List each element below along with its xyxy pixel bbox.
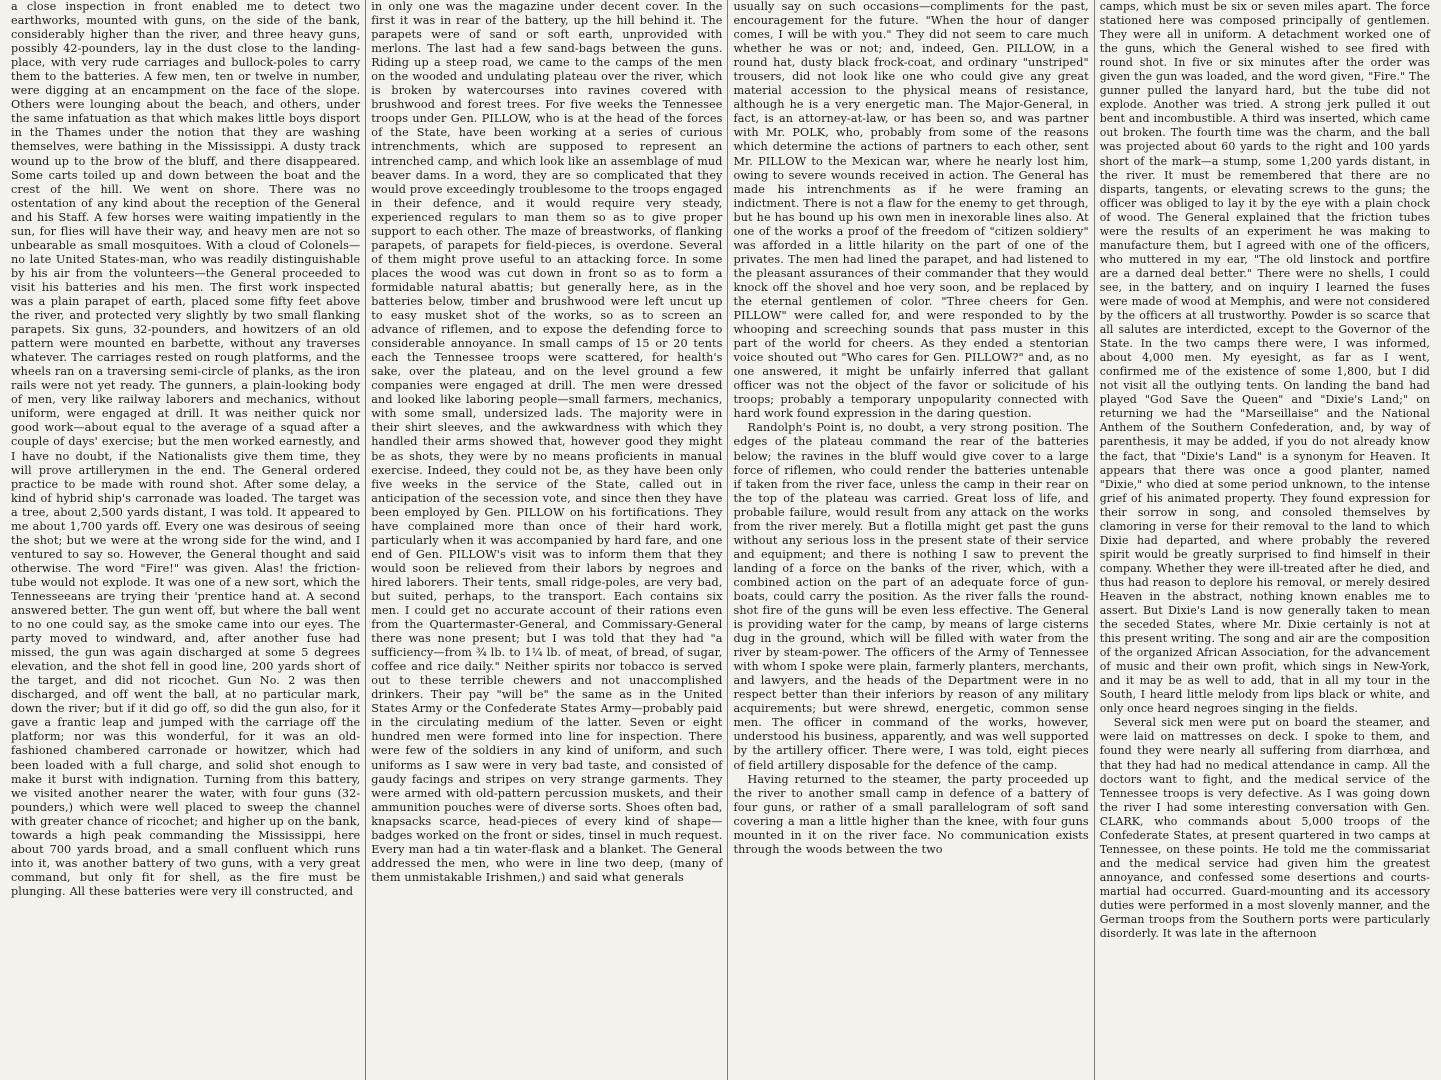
- text-column-4: [1095, 0, 1435, 1080]
- column-1-paragraph-1: a close inspection in front enabled me to detect two earthworks, mounted with guns, on the side of the bank, considerably higher than the river, and three heavy guns, possibly 42-pounders, lay in the dust close to the landing-place, with very rude carriages and bullock-poles to carry them to the batteries. A few men, ten or twelve in number, were digging at an encampment on the face of the slope. Others were lounging about the beach, and others, under the same infatuation as that which makes little boys disport in the Thames under the notion that they are washing themselves, were bathing in the Mississippi. A dusty track wound up to the brow of the bluff, and there disappeared. Some carts toiled up and down between the boat and the crest of the hill. We went on shore. There was no ostentation of any kind about the reception of the General and his Staff. A few horses were waiting impatiently in the sun, for flies will have their way, and heavy men are not so unbearable as small mosquitoes. With a cloud of Colonels—no late United States-man, who was readily distinguishable by his air from the volunteers—the General proceeded to visit his batteries and his men. The first work inspected was a plain parapet of earth, placed some fifty feet above the river, and protected very slightly by two small flanking parapets. Six guns, 32-pounders, and howitzers of an old pattern were mounted en barbette, without any traverses whatever. The carriages rested on rough platforms, and the wheels ran on a traversing semi-circle of planks, as the iron rails were not yet ready. The gunners, a plain-looking body of men, very like railway laborers and mechanics, without uniform, were engaged at drill. It was neither quick nor good work—about equal to the average of a squad after a couple of days' exercise; but the men worked earnestly, and I have no doubt, if the Nationalists give them time, they will prove artillerymen in the end. The General ordered practice to be made with round shot. After some delay, a kind of hybrid ship's carronade was loaded. The target was a tree, about 2,500 yards distant, I was told. It appeared to me about 1,700 yards off. Every one was desirous of seeing the shot; but we were at the wrong side for the wind, and I ventured to say so. However, the General thought and said otherwise. The word "Fire!" was given. Alas! the friction-tube would not explode. It was one of a new sort, which the Tennesseeans are trying their 'prentice hand at. A second answered better. The gun went off, but where the ball went to no one could say, as the smoke came into our eyes. The party moved to windward, and, after another fuse had missed, the gun was again discharged at some 5 degrees elevation, and the shot fell in good line, 200 yards short of the target, and did not ricochet. Gun No. 2 was then discharged, and off went the ball, at no particular mark, down the river; but if it did go off, so did the gun also, for it gave a frantic leap and jumped with the carriage off the platform; nor was this wonderful, for it was an old-fashioned chambered carronade or howitzer, which had been loaded with a full charge, and solid shot enough to make it burst with indignation. Turning from this battery, we visited another nearer the water, with four guns (32-pounders,) which were well placed to sweep the channel with greater chance of ricochet; and higher up on the bank, towards a high peak commanding the Mississippi, here about 700 yards broad, and a small confluent which runs into it, was another battery of two guns, with a very great command, but only fit for shell, as the fire must be plunging. All these batteries were very ill constructed, and: [11, 0, 361, 898]
- column-3-paragraph-3: Having returned to the steamer, the party proceeded up the river to another small camp in defence of a battery of four guns, or rather of a small parallelogram of soft sand covering a man a little higher than the knee, with four guns mounted in it on the river face. No communication exists through the woods between the two: [733, 772, 1089, 856]
- column-3-paragraph-2: Randolph's Point is, no doubt, a very strong position. The edges of the plateau command the rear of the batteries below; the ravines in the bluff would give cover to a large force of riflemen, who could render the batteries untenable if taken from the river face, unless the camp in their rear on the top of the plateau was carried. Great loss of life, and probable failure, would result from any attack on the works from the river merely. But a flotilla might get past the guns without any serious loss in the present state of their service and equipment; and there is nothing I saw to prevent the landing of a force on the banks of the river, which, with a combined action on the part of an adequate force of gun-boats, could carry the position. As the river falls the round-shot fire of the guns will be even less effective. The General is providing water for the camp, by means of large cisterns dug in the ground, which will be filled with water from the river by steam-power. The officers of the Army of Tennessee with whom I spoke were plain, farmerly planters, merchants, and lawyers, and the heads of the Department were in no respect better than their inferiors by reason of any military acquirements; but were shrewd, energetic, common sense men. The officer in command of the works, however, understood his business, apparently, and was well supported by the artillery officer. There were, I was told, eight pieces of field artillery disposable for the defence of the camp.: [733, 421, 1089, 772]
- text-column-1: [6, 0, 365, 1080]
- column-2-paragraph-1: in only one was the magazine under decent cover. In the first it was in rear of the battery, up the hill behind it. The parapets were of sand or soft earth, unprovided with merlons. The last had a few sand-bags between the guns. Riding up a steep road, we came to the camps of the men on the wooded and undulating plateau over the river, which is broken by watercourses into ravines covered with brushwood and forest trees. For five weeks the Tennessee troops under Gen. PILLOW, who is at the head of the forces of the State, have been working at a series of curious intrenchments, which are supposed to represent an intrenched camp, and which look like an assemblage of mud beaver dams. In a word, they are so complicated that they would prove exceedingly troublesome to the troops engaged in their defence, and it would require very steady, experienced regulars to man them so as to give proper support to each other. The maze of breastworks, of flanking parapets, of parapets for field-pieces, is overdone. Several of them might prove useful to an attacking force. In some places the wood was cut down in front so as to form a formidable natural abattis; but generally here, as in the batteries below, timber and brushwood were left uncut up to easy musket shot of the works, so as to screen an advance of riflemen, and to expose the defending force to considerable annoyance. In small camps of 15 or 20 tents each the Tennessee troops were scattered, for health's sake, over the plateau, and on the level ground a few companies were engaged at drill. The men were dressed and looked like laboring people—small farmers, mechanics, with some small, undersized lads. The majority were in their shirt sleeves, and the awkwardness with which they handled their arms showed that, however good they might be as shots, they were by no means proficients in manual exercise. Indeed, they could not be, as they have been only five weeks in the service of the State, called out in anticipation of the secession vote, and since then they have been employed by Gen. PILLOW on his fortifications. They have complained more than once of their hard work, particularly when it was accompanied by hard fare, and one end of Gen. PILLOW's visit was to inform them that they would soon be relieved from their labors by negroes and hired laborers. Their tents, small ridge-poles, are very bad, but suited, perhaps, to the transport. Each contains six men. I could get no accurate account of their rations even from the Quartermaster-General, and Commissary-General there was none present; but I was told that they had "a sufficiency—from ¾ lb. to 1¼ lb. of meat, of bread, of sugar, coffee and rice daily." Neither spirits nor tobacco is served out to these terrible chewers and not unaccomplished drinkers. Their pay "will be" the same as in the United States Army or the Confederate States Army—probably paid in the circulating medium of the latter. Seven or eight hundred men were formed into line for inspection. There were few of the soldiers in any kind of uniform, and such uniforms as I saw were in very bad taste, and consisted of gaudy facings and stripes on very strange garments. They were armed with old-pattern percussion muskets, and their ammunition pouches were of diverse sorts. Shoes often bad, knapsacks scarce, head-pieces of every kind of shape—badges worked on the front or sides, tinsel in much request. Every man had a tin water-flask and a blanket. The General addressed the men, who were in line two deep, (many of them unmistakable Irishmen,) and said what generals: [371, 0, 723, 884]
- column-4-paragraph-1: camps, which must be six or seven miles apart. The force stationed here was composed principally of gentlemen. They were all in uniform. A detachment worked one of the guns, which the General wished to see fired with round shot. In five or six minutes after the order was given the gun was loaded, and the word given, "Fire." The gunner pulled the lanyard hard, but the tube did not explode. Another was tried. A strong jerk pulled it out bent and incombustible. A third was inserted, which came out broken. The fourth time was the charm, and the ball was projected about 60 yards to the right and 100 yards short of the mark—a stump, some 1,200 yards distant, in the river. It must be remembered that there are no disparts, tangents, or elevating screws to the guns; the officer was obliged to lay it by the eye with a plain chock of wood. The General explained that the friction tubes were the results of an experiment he was making to manufacture them, but I agreed with one of the officers, who muttered in my ear, "The old linstock and portfire are a darned deal better." There were no shells, I could see, in the battery, and on inquiry I learned the fuses were made of wood at Memphis, and were not considered by the officers at all trustworthy. Powder is so scarce that all salutes are interdicted, except to the Governor of the State. In the two camps there were, I was informed, about 4,000 men. My eyesight, as far as I went, confirmed me of the existence of some 1,800, but I did not visit all the outlying tents. On landing the band had played "God Save the Queen" and "Dixie's Land;" on returning we had the "Marseillaise" and the National Anthem of the Southern Confederation, and, by way of parenthesis, it may be added, if you do not already know the fact, that "Dixie's Land" is a synonym for Heaven. It appears that there was once a good planter, named "Dixie," who died at some period unknown, to the intense grief of his animated property. They found expression for their sorrow in song, and consoled themselves by clamoring in verse for their removal to the land to which Dixie had departed, and where probably the revered spirit would be greatly surprised to find himself in their company. Whether they were ill-treated after he died, and thus had reason to deplore his removal, or merely desired Heaven in the abstract, nothing known enables me to assert. But Dixie's Land is now generally taken to mean the seceded States, where Mr. Dixie certainly is not at this present writing. The song and air are the composition of the organized African Association, for the advancement of music and their own profit, which sings in New-York, and it may be as well to add, that in all my tour in the South, I heard little melody from lips black or white, and only once heard negroes singing in the fields.: [1099, 0, 1430, 716]
- column-3-paragraph-1: usually say on such occasions—compliments for the past, encouragement for the future. "When the hour of danger comes, I will be with you." They did not seem to care much whether he was or not; and, indeed, Gen. PILLOW, in a round hat, dusty black frock-coat, and ordinary "unstriped" trousers, did not look like one who could give any great material accession to the physical means of resistance, although he is a very energetic man. The Major-General, in fact, is an attorney-at-law, or has been so, and was partner with Mr. POLK, who, probably from some of the reasons which determine the actions of partners to each other, sent Mr. PILLOW to the Mexican war, where he nearly lost him, owing to severe wounds received in action. The General has made his intrenchments as if he were framing an indictment. There is not a flaw for the enemy to get through, but he has bound up his own men in inexorable lines also. At one of the works a proof of the freedom of "citizen soldiery" was afforded in a little hilarity on the part of one of the privates. The men had lined the parapet, and had listened to the pleasant assurances of their commander that they would knock off the shovel and hoe very soon, and be replaced by the eternal gentlemen of color. "Three cheers for Gen. PILLOW" were called for, and were responded to by the whooping and screeching sounds that pass muster in this part of the world for cheers. As they ended a stentorian voice shouted out "Who cares for Gen. PILLOW?" and, as no one answered, it might be unfairly inferred that gallant officer was not the object of the favor or solicitude of his troops; probably a temporary unpopularity connected with hard work found expression in the daring question.: [733, 0, 1089, 421]
- text-column-2: [366, 0, 727, 1080]
- text-column-3: [728, 0, 1093, 1080]
- column-4-paragraph-2: Several sick men were put on board the steamer, and were laid on mattresses on deck. I spoke to them, and found they were nearly all suffering from diarrhœa, and that they had had no medical attendance in camp. All the doctors want to fight, and the medical service of the Tennessee troops is very defective. As I was going down the river I had some interesting conversation with Gen. CLARK, who commands about 5,000 troops of the Confederate States, at present quartered in two camps at Tennessee, on these points. He told me the commissariat and the medical service had given him the greatest annoyance, and confessed some desertions and courts-martial had occurred. Guard-mounting and its accessory duties were performed in a most slovenly manner, and the German troops from the Southern ports were particularly disorderly. It was late in the afternoon: [1099, 716, 1430, 941]
